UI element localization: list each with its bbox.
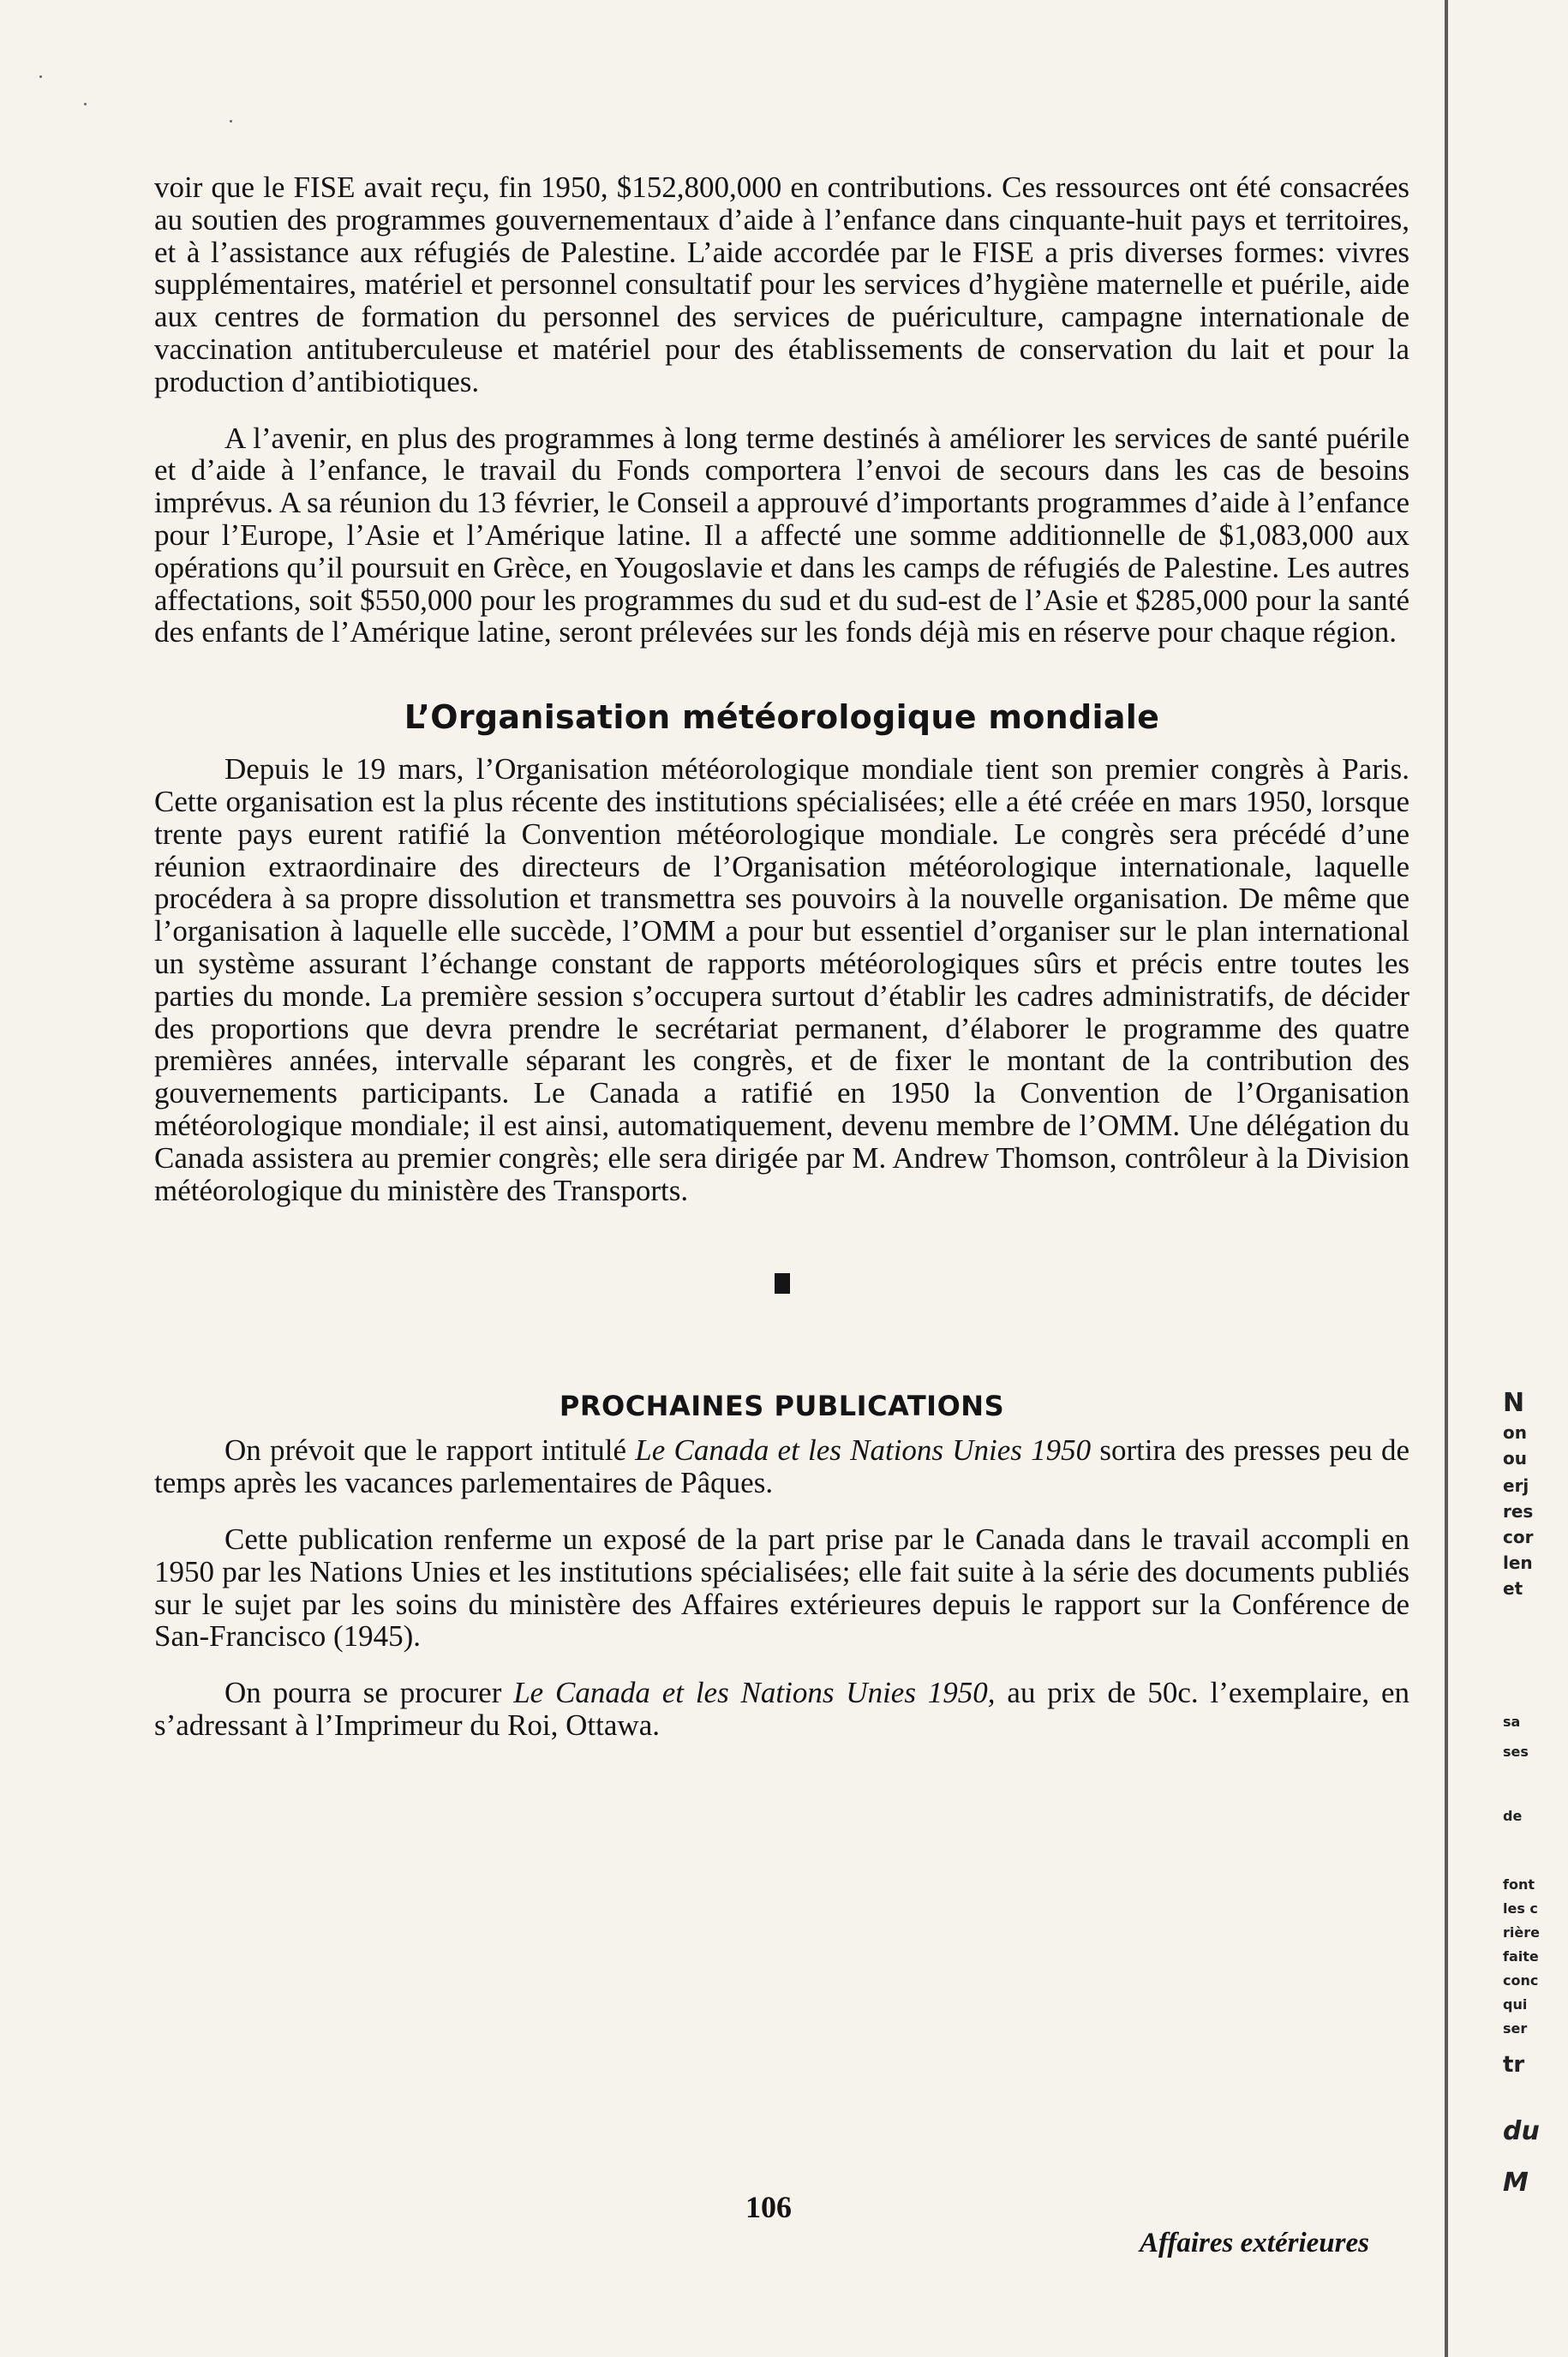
text-run: On prévoit que le rapport intitulé <box>224 1433 636 1468</box>
paragraph-publications-3 <box>154 1677 1409 1742</box>
paragraph-publications-2: Cette publication renferme un exposé de la part prise par le Canada dans le travail accompli en 1950 par les Nations Unies et les institutions spécialisées; elle fait suite à la série des documents publiés sur le sujet par les soins du ministère des Affaires extérieures depuis le rapport sur la Conférence de San-Francisco (1945). <box>154 1522 1409 1654</box>
bleed-fragment: M <box>1503 2168 1529 2198</box>
journal-name: Affaires extérieures <box>1140 2228 1369 2258</box>
publication-title: Le Canada et les Nations Unies 1950 <box>635 1433 1092 1468</box>
bleed-fragment: on <box>1503 1422 1527 1443</box>
page-number: 106 <box>745 2190 792 2224</box>
bleed-fragment: faite <box>1503 1948 1539 1965</box>
publication-title: Le Canada et les Nations Unies 1950, <box>513 1676 996 1710</box>
section-heading-publications: PROCHAINES PUBLICATIONS <box>559 1390 1005 1423</box>
bleed-fragment: les c <box>1503 1900 1538 1917</box>
article-body <box>154 171 1409 1742</box>
bleed-fragment: erj <box>1503 1475 1529 1496</box>
section-heading-omm: L’Organisation météorologique mondiale <box>404 698 1160 737</box>
bleed-fragment: len <box>1503 1552 1533 1573</box>
bleed-fragment: conc <box>1503 1972 1539 1989</box>
paragraph-fise-contributions: voir que le FISE avait reçu, fin 1950, $152,800,000 en contributions. Ces ressources ont été consacrées au soutien des programmes gouvernementaux d’aide à l’enfance dans cinquante-huit pays et territoires, et à l’assistance aux réfugiés de Palestine. L’aide accordée par le FISE a pris diverses formes: vivres supplémentaires, matériel et personnel consultatif pour les services d’hygiène maternelle et puérile, aide aux centres de formation du personnel des services de puériculture, campagne internationale de vaccination antituberculeuse et matériel pour des établissements de conservation du lait et pour la production d’antibiotiques. <box>154 170 1409 398</box>
bleed-fragment: ses <box>1503 1744 1529 1760</box>
bleed-fragment: ou <box>1503 1448 1527 1469</box>
bleed-fragment: qui <box>1503 1996 1528 2013</box>
text-run: sortira des presses peu de temps après les vacances parlementaires de Pâques. <box>154 1433 1409 1500</box>
scan-speck <box>39 75 42 78</box>
paragraph-omm: Depuis le 19 mars, l’Organisation météorologique mondiale tient son premier congrès à Paris. Cette organisation est la plus récente des institutions spécialisées; elle a été créée en mars 1950, lorsque trente pays eurent ratifié la Convention météorologique mondiale. Le congrès sera précédé d’une réunion extraordinaire des directeurs de l’Organisation météorologique internationale, laquelle procédera à sa propre dissolution et transmettra ses pouvoirs à la nouvelle organisation. De même que l’organisation à laquelle elle succède, l’OMM a pour but essentiel d’organiser sur le plan international un système assurant l’échange constant de rapports météorologiques sûrs et précis entre toutes les parties du monde. La première session s’occupera surtout d’établir les cadres administratifs, de décider des proportions que devra prendre le secrétariat permanent, d’élaborer le programme des quatre premières années, intervalle séparant les congrès, et de fixer le montant de la contribution des gouvernements participants. Le Canada a ratifié en 1950 la Convention de l’Organisation météorologique mondiale; il est ainsi, automatiquement, devenu membre de l’OMM. Une délégation du Canada assistera au premier congrès; elle sera dirigée par M. Andrew Thomson, contrôleur à la Division météorologique du ministère des Transports. <box>154 752 1409 1207</box>
binding-edge <box>1445 0 1448 2357</box>
bleed-fragment: et <box>1503 1578 1523 1599</box>
paragraph-publications-1 <box>154 1434 1409 1499</box>
section-separator <box>775 1273 790 1294</box>
bleed-fragment: rière <box>1503 1924 1540 1941</box>
bleed-fragment: font <box>1503 1876 1535 1893</box>
text-run: On pourra se procurer <box>224 1676 514 1710</box>
bleed-fragment: du <box>1503 2116 1540 2146</box>
bleed-fragment: N <box>1503 1388 1525 1418</box>
bleed-fragment: cor <box>1503 1527 1534 1547</box>
bleed-fragment: sa <box>1503 1714 1521 1730</box>
bleed-fragment: ser <box>1503 2020 1528 2037</box>
bleed-fragment: res <box>1503 1501 1534 1522</box>
text-run: au prix de 50c. l’exemplaire, en s’adressant à l’Imprimeur du Roi, Ottawa. <box>154 1676 1409 1742</box>
scan-speck <box>84 103 87 105</box>
bleed-fragment: de <box>1503 1808 1523 1824</box>
next-page-bleed-through <box>1491 0 1568 2357</box>
paragraph-fise-future: A l’avenir, en plus des programmes à long terme destinés à améliorer les services de santé puérile et d’aide à l’enfance, le travail du Fonds comportera l’envoi de secours dans les cas de besoins imprévus. A sa réunion du 13 février, le Conseil a approuvé d’importants programmes d’aide à l’enfance pour l’Europe, l’Asie et l’Amérique latine. Il a affecté une somme additionnelle de $1,083,000 aux opérations qu’il poursuit en Grèce, en Yougoslavie et dans les camps de réfugiés de Palestine. Les autres affectations, soit $550,000 pour les programmes du sud et du sud-est de l’Asie et $285,000 pour la santé des enfants de l’Amérique latine, seront prélevées sur les fonds déjà mis en réserve pour chaque région. <box>154 421 1409 649</box>
bleed-fragment: tr <box>1503 2052 1525 2078</box>
scan-speck <box>230 120 232 123</box>
